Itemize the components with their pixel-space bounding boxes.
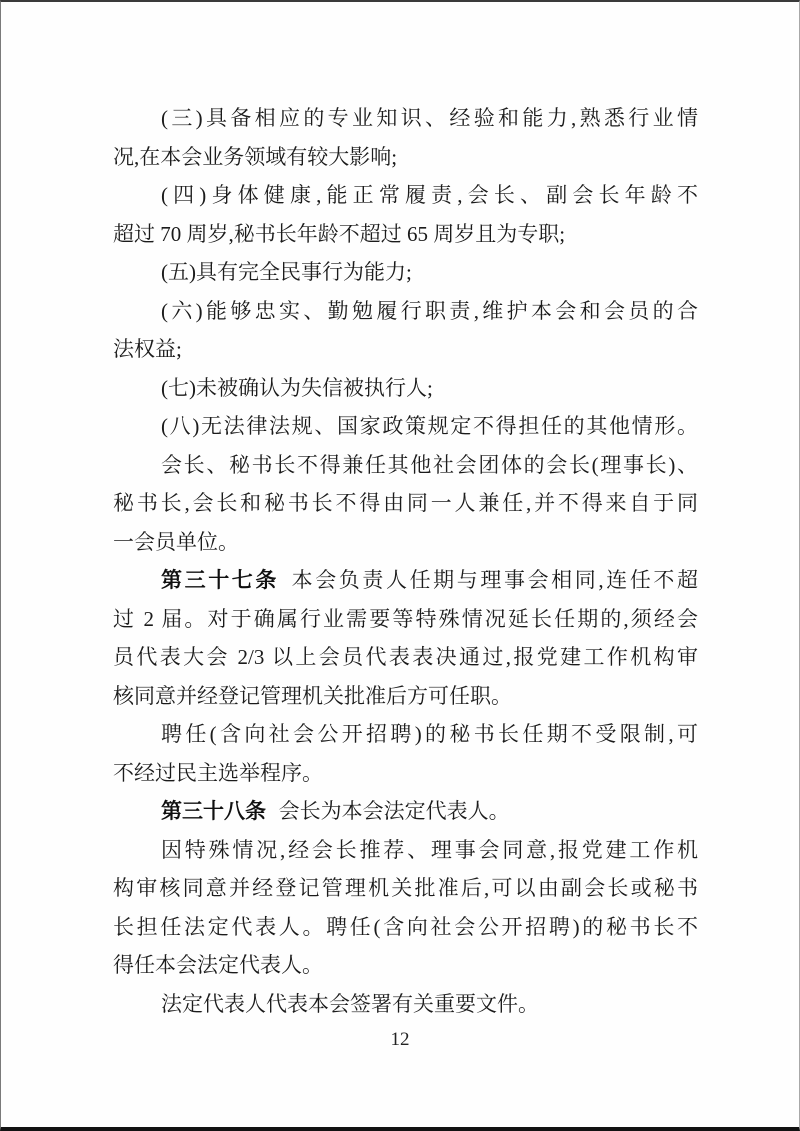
line-text: (七)未被确认为失信被执行人; xyxy=(161,375,433,400)
line-text: 秘书长,会长和秘书长不得由同一人兼任,并不得来自于同 xyxy=(113,491,698,515)
text-line xyxy=(113,446,698,485)
paragraph xyxy=(113,176,698,253)
line-text: 超过 70 周岁,秘书长年龄不超过 65 周岁且为专职; xyxy=(113,221,566,246)
text-line xyxy=(113,869,698,908)
line-text: 会长为本会法定代表人。 xyxy=(278,799,510,823)
line-text: 本会负责人任期与理事会相同,连任不超 xyxy=(291,568,699,592)
line-text: 构审核同意并经登记管理机关批准后,可以由副会长或秘书 xyxy=(113,876,698,900)
paragraph xyxy=(113,715,698,792)
text-line xyxy=(113,253,698,292)
line-text: 过 2 届。对于确属行业需要等特殊情况延长任期的,须经会 xyxy=(113,606,698,631)
text-line xyxy=(113,792,698,831)
paragraph xyxy=(113,985,698,1024)
article-number: 第三十七条 xyxy=(161,568,279,592)
paragraph xyxy=(113,561,698,715)
text-line xyxy=(113,138,698,177)
line-text: 况,在本会业务领域有较大影响; xyxy=(113,144,398,169)
text-line xyxy=(113,330,698,369)
text-line xyxy=(113,754,698,793)
text-line xyxy=(113,561,698,600)
text-line xyxy=(113,407,698,446)
text-line xyxy=(113,176,698,215)
text-line xyxy=(113,369,698,408)
line-text: 不经过民主选举程序。 xyxy=(113,760,323,785)
line-text: (六)能够忠实、勤勉履行职责,维护本会和会员的合 xyxy=(161,298,698,323)
line-text: (四)身体健康,能正常履责,会长、副会长年龄不 xyxy=(161,183,698,207)
text-line xyxy=(113,946,698,985)
text-line xyxy=(113,831,698,870)
paragraph xyxy=(113,292,698,369)
line-text: 核同意并经登记管理机关批准后方可任职。 xyxy=(113,683,512,708)
line-text: (三)具备相应的专业知识、经验和能力,熟悉行业情 xyxy=(161,106,698,130)
text-line xyxy=(113,484,698,523)
text-line xyxy=(113,523,698,562)
text-line xyxy=(113,908,698,947)
line-text: (五)具有完全民事行为能力; xyxy=(161,260,412,284)
paragraph xyxy=(113,831,698,985)
paragraph xyxy=(113,792,698,831)
text-line xyxy=(113,215,698,254)
line-text: 法定代表人代表本会签署有关重要文件。 xyxy=(161,991,539,1016)
line-text: 长担任法定代表人。聘任(含向社会公开招聘)的秘书长不 xyxy=(113,914,698,939)
paragraph xyxy=(113,446,698,562)
text-line xyxy=(113,99,698,138)
page-footer xyxy=(1,1028,799,1052)
text-line xyxy=(113,677,698,716)
document-body xyxy=(113,99,698,1023)
paragraph xyxy=(113,99,698,176)
text-line xyxy=(113,985,698,1024)
line-text: 因特殊情况,经会长推荐、理事会同意,报党建工作机 xyxy=(161,837,698,862)
paragraph xyxy=(113,253,698,292)
line-text: 法权益; xyxy=(113,337,182,361)
text-line xyxy=(113,600,698,639)
text-line xyxy=(113,715,698,754)
text-line xyxy=(113,638,698,677)
paragraph xyxy=(113,369,698,408)
line-text: 员代表大会 2/3 以上会员代表表决通过,报党建工作机构审 xyxy=(113,645,698,669)
line-text: 聘任(含向社会公开招聘)的秘书长任期不受限制,可 xyxy=(161,722,698,746)
line-text: 会长、秘书长不得兼任其他社会团体的会长(理事长)、 xyxy=(161,452,698,477)
article-number: 第三十八条 xyxy=(161,799,266,823)
line-text: (八)无法律法规、国家政策规定不得担任的其他情形。 xyxy=(161,414,698,438)
text-line xyxy=(113,292,698,331)
line-text: 得任本会法定代表人。 xyxy=(113,953,323,977)
page-number: 12 xyxy=(390,1029,410,1050)
paragraph xyxy=(113,407,698,446)
line-text: 一会员单位。 xyxy=(113,529,239,554)
